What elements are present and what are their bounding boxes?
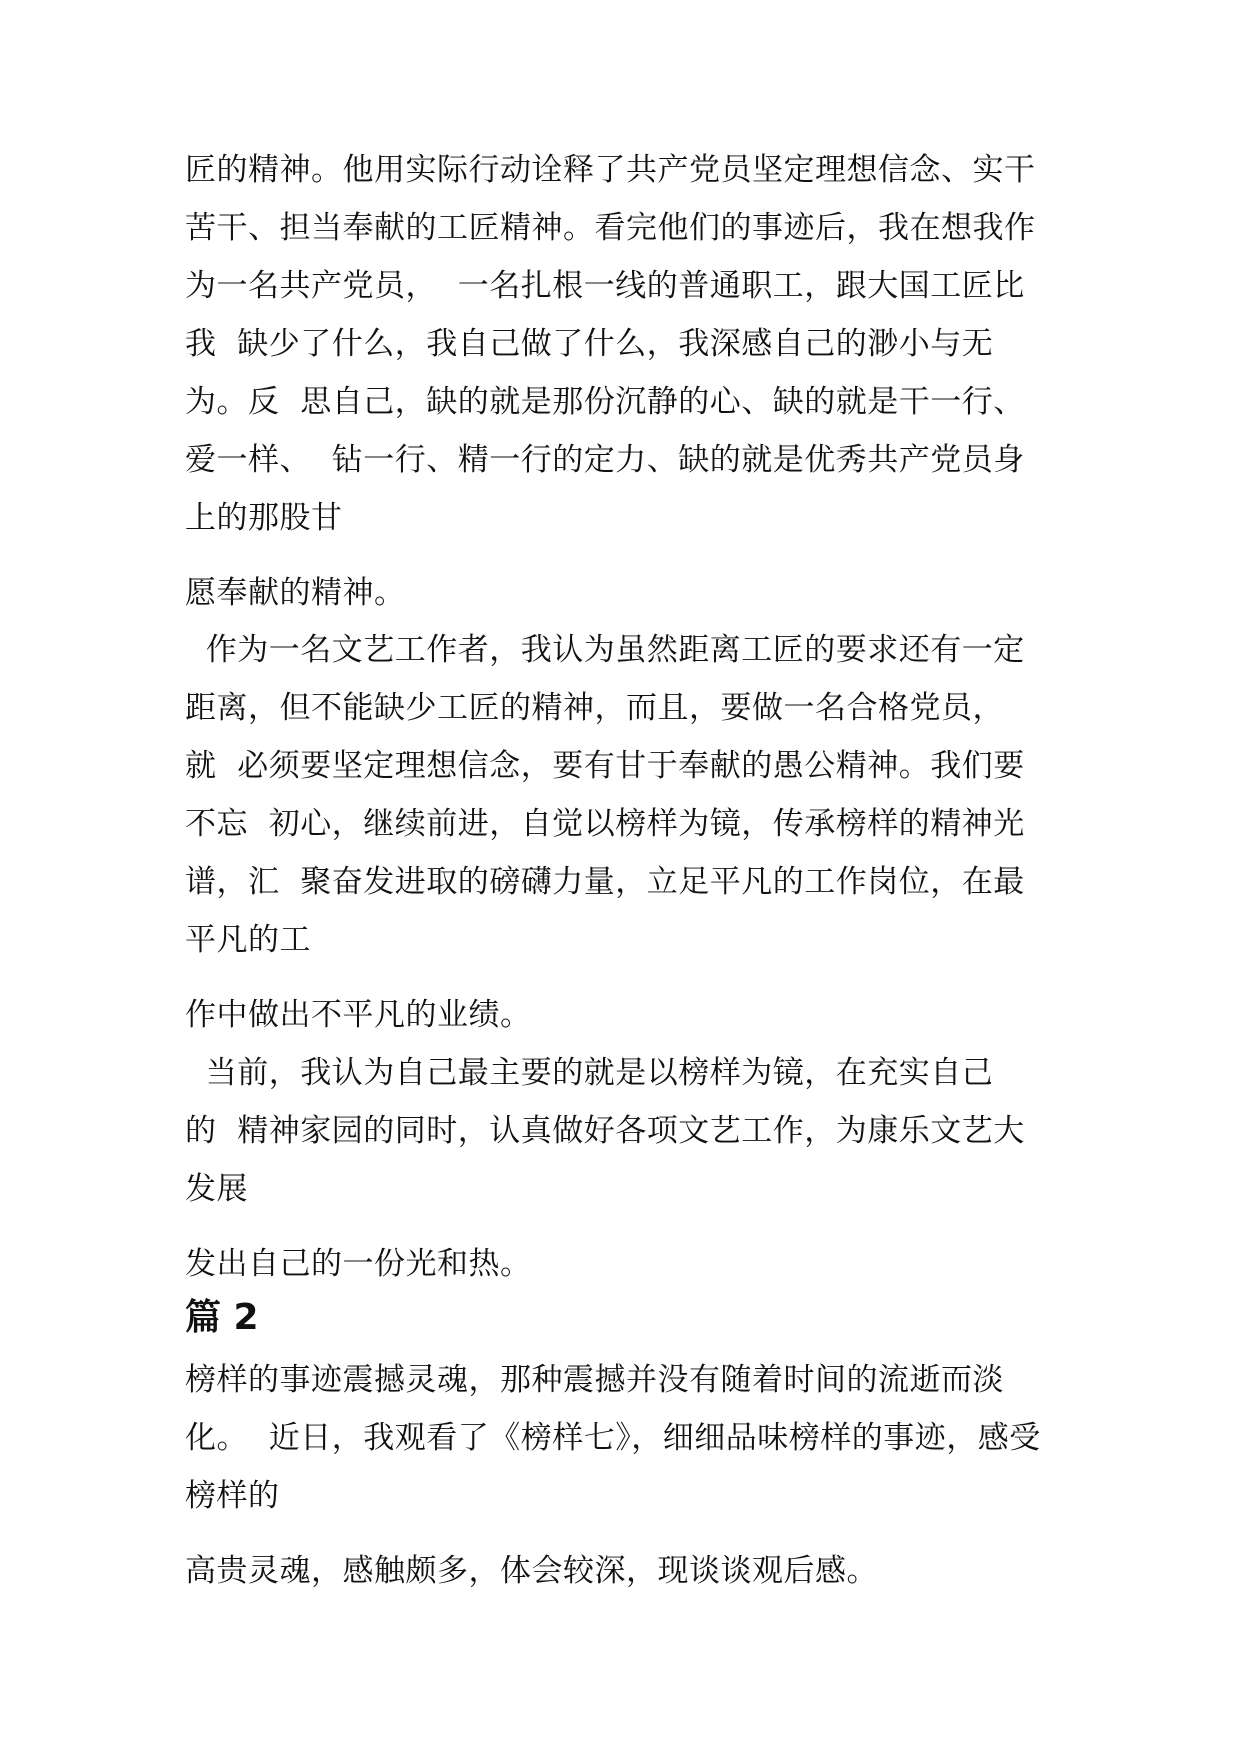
paragraph-line: 为一名共产党员， 一名扎根一线的普通职工，跟大国工匠比 [185, 268, 1025, 304]
section-heading: 篇 2 [185, 1297, 259, 1338]
paragraph-line: 苦干、担当奉献的工匠精神。看完他们的事迹后，我在想我作 [185, 210, 1036, 246]
paragraph-line: 不忘 初心，继续前进，自觉以榜样为镜，传承榜样的精神光 [185, 806, 1025, 842]
paragraph-line: 榜样的事迹震撼灵魂，那种震撼并没有随着时间的流逝而淡 [185, 1362, 1004, 1398]
paragraph-line: 化。 近日，我观看了《榜样七》，细细品味榜样的事迹，感受 [185, 1420, 1041, 1456]
paragraph-line: 高贵灵魂，感触颇多，体会较深，现谈谈观后感。 [185, 1553, 878, 1589]
paragraph-line: 上的那股甘 [185, 500, 343, 536]
paragraph-line: 就 必须要坚定理想信念，要有甘于奉献的愚公精神。我们要 [185, 748, 1025, 784]
paragraph-line: 匠的精神。他用实际行动诠释了共产党员坚定理想信念、实干 [185, 152, 1036, 188]
paragraph-line: 愿奉献的精神。 [185, 575, 406, 611]
paragraph-line: 我 缺少了什么，我自己做了什么，我深感自己的渺小与无 [185, 326, 994, 362]
paragraph-line: 作为一名文艺工作者，我认为虽然距离工匠的要求还有一定 [185, 632, 1025, 668]
paragraph-line: 平凡的工 [185, 922, 311, 958]
paragraph-line: 为。反 思自己，缺的就是那份沉静的心、缺的就是干一行、 [185, 384, 1025, 420]
paragraph-line: 榜样的 [185, 1478, 280, 1514]
paragraph-line: 作中做出不平凡的业绩。 [185, 997, 532, 1033]
paragraph-line: 发出自己的一份光和热。 [185, 1246, 532, 1282]
paragraph-line: 爱一样、 钻一行、精一行的定力、缺的就是优秀共产党员身 [185, 442, 1025, 478]
paragraph-line: 发展 [185, 1171, 248, 1207]
paragraph-line: 的 精神家园的同时，认真做好各项文艺工作，为康乐文艺大 [185, 1113, 1025, 1149]
paragraph-line: 距离，但不能缺少工匠的精神，而且，要做一名合格党员， [185, 690, 1004, 726]
paragraph-line: 谱，汇 聚奋发进取的磅礴力量，立足平凡的工作岗位，在最 [185, 864, 1025, 900]
paragraph-line: 当前，我认为自己最主要的就是以榜样为镜，在充实自己 [185, 1055, 994, 1091]
